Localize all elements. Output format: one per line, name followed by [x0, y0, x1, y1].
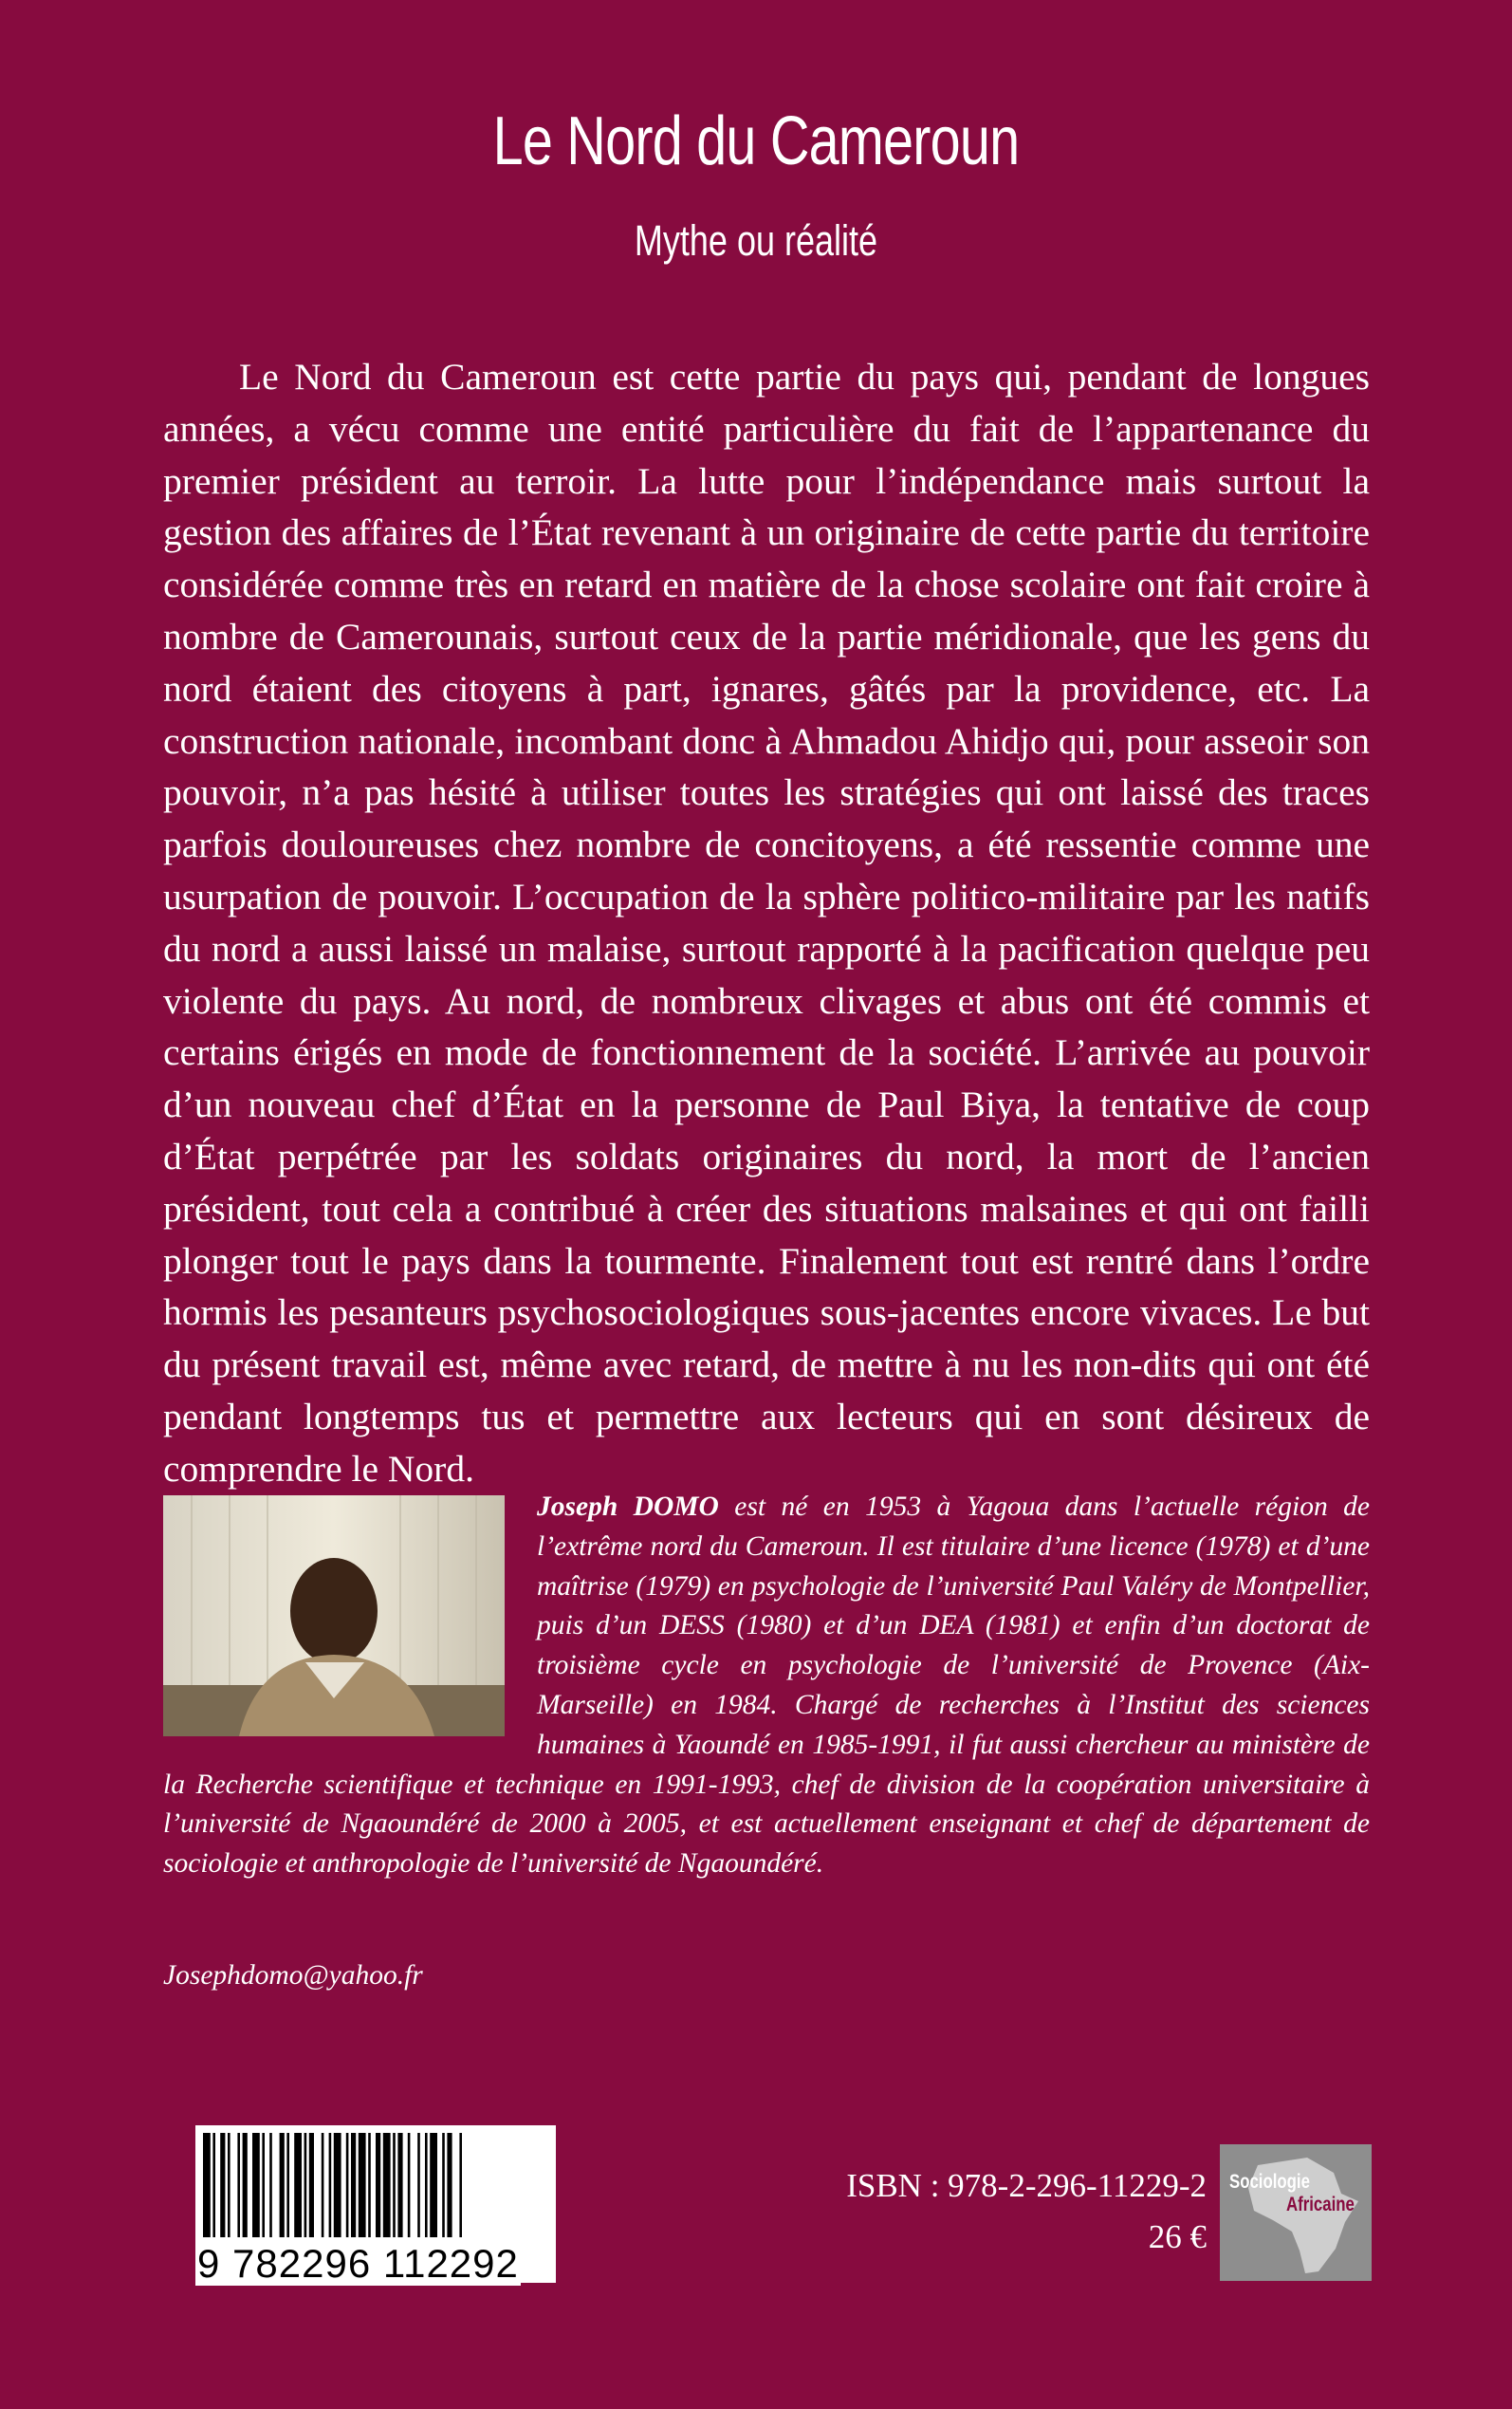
barcode-bar [294, 2133, 302, 2237]
summary-text: Le Nord du Cameroun est cette partie du pays qui, pendant de longues années, a vécu comme une entité particulière du fait de l’appartenance du premier président au terroir. La lutte pour l’indépendance mais surtout la gestion des affaires de l’État revenant à un originaire de cette partie du territoire considérée comme très en retard en matière de la chose scolaire ont fait croire à nombre de Camerounais, surtout ceux de la partie méridionale, que les gens du nord étaient des citoyens à part, ignares, gâtés par la providence, etc. La construction nationale, incombant donc à Ahmadou Ahidjo qui, pour asseoir son pouvoir, n’a pas hésité à utiliser toutes les stratégies qui ont laissé des traces parfois douloureuses chez nombre de concitoyens, a été ressentie comme une usurpation de pouvoir. L’occupation de la sphère politico-militaire par les natifs du nord a aussi laissé un malaise, surtout rapporté à la pacification quelque peu violente du pays. Au nord, de nombreux clivages et abus ont été commis et certains érigés en mode de fonctionnement de la société. L’arrivée au pouvoir d’un nouveau chef d’État en la personne de Paul Biya, la tentative de coup d’État perpétrée par les soldats originaires du nord, la mort de l’ancien président, tout cela a contribué à créer des situations malsaines et qui ont failli plonger tout le pays dans la tourmente. Finalement tout est rentré dans l’ordre hormis les pesanteurs psychosociologiques sous-jacentes encore vivaces. Le but du présent travail est, même avec retard, de mettre à nu les non-dits qui ont été pendant longtemps tus et permettre aux lecteurs qui en sont désireux de comprendre le Nord. [163, 356, 1370, 1490]
series-logo-line2: Africaine [1286, 2194, 1355, 2215]
barcode-bar [408, 2133, 411, 2237]
isbn: ISBN : 978-2-296-11229-2 [846, 2167, 1207, 2204]
price: 26 € [1148, 2218, 1207, 2255]
barcode-bar [393, 2133, 396, 2237]
barcode-bar [322, 2133, 324, 2237]
barcode-bar [383, 2133, 391, 2237]
barcode-bar [346, 2133, 349, 2237]
barcode-bar [280, 2133, 285, 2237]
barcode-bar [243, 2133, 248, 2237]
barcode-bar [309, 2133, 314, 2237]
barcode-bar [220, 2133, 225, 2237]
barcode-bar [262, 2133, 265, 2237]
series-logo [1220, 2144, 1372, 2281]
barcode-bar [212, 2133, 215, 2237]
author-name: Joseph DOMO [537, 1492, 719, 1522]
barcode-bar [376, 2133, 380, 2237]
barcode-bar [417, 2133, 420, 2237]
barcode-bar [329, 2133, 332, 2237]
barcode-bar [286, 2133, 289, 2237]
series-logo-line1: Sociologie [1229, 2171, 1310, 2193]
barcode-bar [351, 2133, 356, 2237]
author-photo [163, 1495, 505, 1736]
barcode-bar [304, 2133, 307, 2237]
book-subtitle: Mythe ou réalité [634, 216, 878, 265]
barcode-bar [447, 2133, 452, 2237]
barcode-bar [368, 2133, 371, 2237]
author-email[interactable]: Josephdomo@yahoo.fr [163, 1960, 423, 1991]
barcode-bar [228, 2133, 230, 2237]
barcode-bar [203, 2133, 211, 2237]
barcode-bar [252, 2133, 260, 2237]
barcode-bar [359, 2133, 366, 2237]
author-bio-text: est né en 1953 à Yagoua dans l’actuelle région de l’extrême nord du Cameroun. Il est titulaire d’une licence (1978) et d’une maîtrise (1979) en psychologie de l’université Paul Valéry de Montpellier, puis d’un DESS (1980) et d’un DEA (1981) et enfin d’un doctorat de troisième cycle en psychologie de l’université de Provence (Aix-Marseille) en 1984. Chargé de recherches à l’Institut des sciences humaines à Yaoundé en 1985-1991, il fut aussi chercheur au ministère de la Recherche scientifique et technique en 1991-1993, chef de division de la coopération universitaire à l’université de Ngaoundéré de 2000 à 2005, et est actuellement enseignant et chef de département de sociologie et anthropologie de l’université de Ngaoundéré. [163, 1492, 1370, 1880]
book-title: Le Nord du Cameroun [492, 103, 1020, 179]
author-bio [163, 1488, 1370, 1884]
barcode-number: 9 782296 112292 [197, 2241, 519, 2286]
barcode-bar [334, 2133, 341, 2237]
barcode-bar [269, 2133, 272, 2237]
barcode-bar [397, 2133, 402, 2237]
barcode-bar [442, 2133, 445, 2237]
barcode-bar [459, 2133, 462, 2237]
barcode-bar [425, 2133, 428, 2237]
barcode-bars [195, 2125, 556, 2241]
barcode-bar [237, 2133, 240, 2237]
barcode-digits [195, 2241, 556, 2287]
barcode-bar [430, 2133, 437, 2237]
